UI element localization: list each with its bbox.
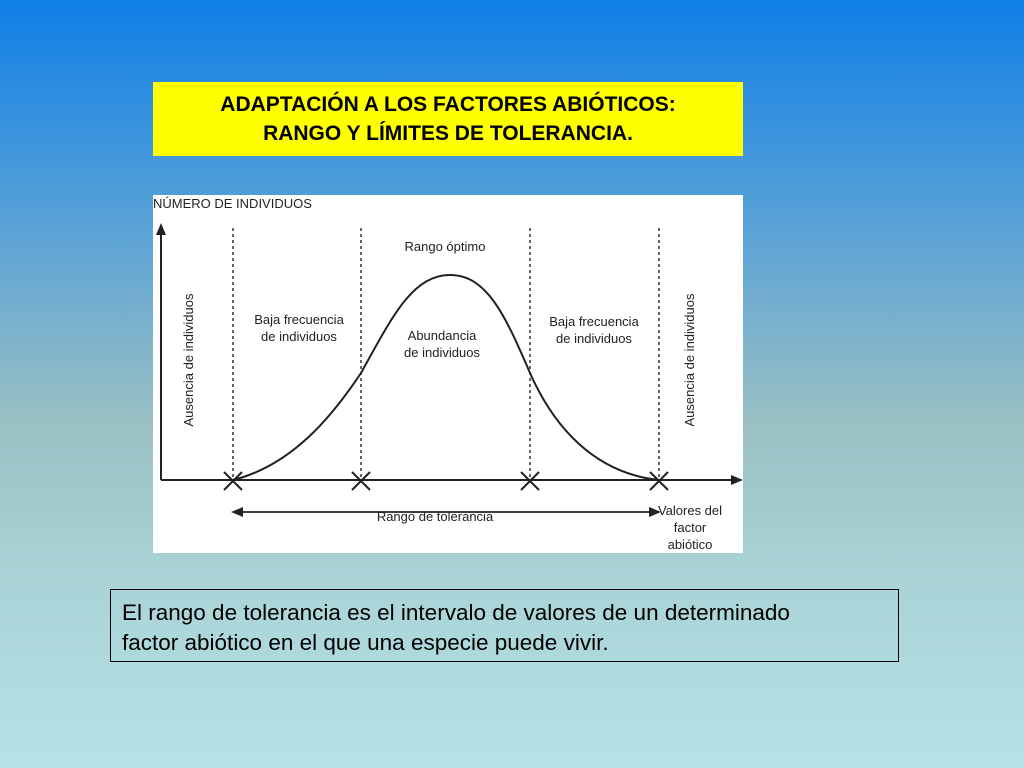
x-axis-arrow [731, 475, 743, 485]
low-frequency-left-line-2: de individuos [261, 329, 337, 344]
x-axis-label-line-2: factor [673, 520, 707, 535]
low-frequency-left-line-1: Baja frecuencia [254, 312, 344, 327]
title-line-2: RANGO Y LÍMITES DE TOLERANCIA. [263, 122, 633, 145]
definition-textbox [110, 589, 899, 662]
y-axis-arrow [156, 223, 166, 235]
low-frequency-right-line-2: de individuos [556, 331, 632, 346]
tolerance-curve [233, 275, 659, 480]
x-axis-label-line-1: Valores del [657, 503, 723, 518]
range-arrow-left-head [231, 507, 243, 517]
abundance-line-1: Abundancia [407, 328, 477, 343]
title-banner [153, 82, 743, 156]
tolerance-range-label: Rango de tolerancia [376, 509, 494, 524]
tolerance-diagram [153, 195, 743, 553]
absence-left-label: Ausencia de individuos [181, 293, 196, 427]
x-axis-label-line-3: abiótico [667, 537, 713, 552]
definition-line-2: factor abiótico en el que una especie puede vivir. [122, 630, 609, 655]
title-line-1: ADAPTACIÓN A LOS FACTORES ABIÓTICOS: [220, 93, 676, 116]
definition-line-1: El rango de tolerancia es el intervalo de valores de un determinado [122, 600, 790, 625]
y-axis-label: NÚMERO DE INDIVIDUOS [153, 196, 312, 211]
abundance-line-2: de individuos [404, 345, 480, 360]
low-frequency-right-line-1: Baja frecuencia [549, 314, 639, 329]
absence-right-label: Ausencia de individuos [682, 293, 697, 427]
optimal-range-label: Rango óptimo [404, 239, 486, 254]
